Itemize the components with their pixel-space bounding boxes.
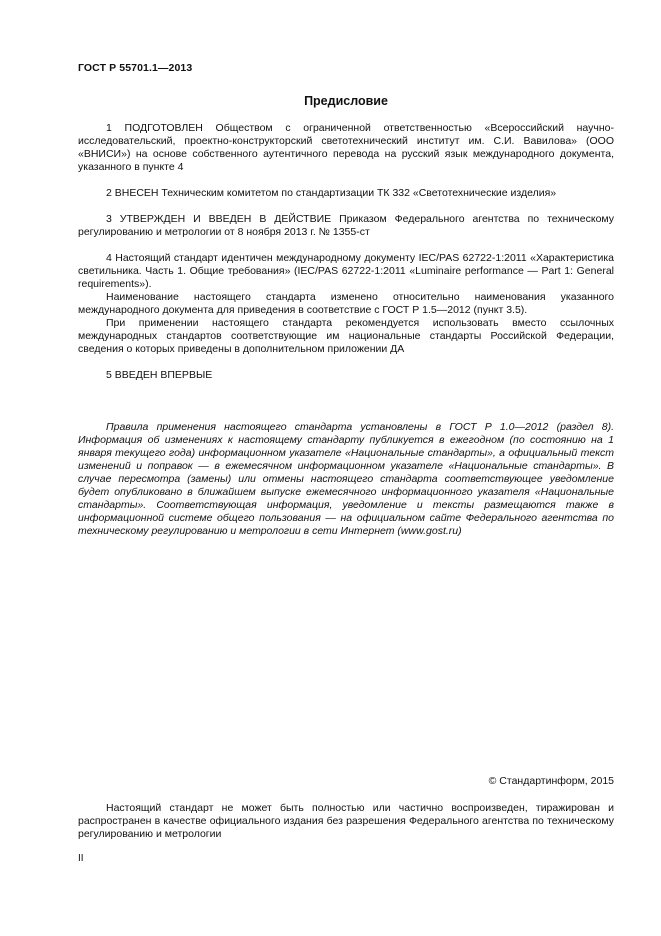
application-rules-notice: Правила применения настоящего стандарта установлены в ГОСТ Р 1.0—2012 (раздел 8). Информация об изменениях к настоящему стандарту публикуется в ежегодном (по состоянию на 1 января текущего года) информационном указателе «Национальные стандарты», а официальный текст изменений и поправок — в ежемесячном информационном указателе «Национальные стандарты». В случае пересмотра (замены) или отмены настоящего стандарта соответствующее уведомление будет опубликовано в ближайшем выпуске ежемесячного информационного указателя «Национальные стандарты». Соответствующая информация, уведомление и тексты размещаются также в информационной системе общего пользования — на официальном сайте Федерального агентства по техническому регулированию и метрологии в сети Интернет (www.gost.ru) <box>78 421 614 537</box>
foreword-item-2: 2 ВНЕСЕН Техническим комитетом по стандартизации ТК 332 «Светотехнические изделия» <box>106 187 557 199</box>
foreword-item-4-name-note: Наименование настоящего стандарта изменено относительно наименования указанного международного документа для приведения в соответствие с ГОСТ Р 1.5—2012 (пункт 3.5). <box>78 291 614 316</box>
foreword-item-1: 1 ПОДГОТОВЛЕН Обществом с ограниченной ответственностью «Всероссийский научно-исследовательский, проектно-конструкторский светотехнический институт им. С.И. Вавилова» (ООО «ВНИСИ») на основе собственного аутентичного перевода на русский язык международного документа, указанного в пункте 4 <box>78 122 614 173</box>
foreword-item-5: 5 ВВЕДЕН ВПЕРВЫЕ <box>106 369 213 381</box>
foreword-item-4: 4 Настоящий стандарт идентичен международному документу IEC/PAS 62722-1:2011 «Характеристика светильника. Часть 1. Общие требования» (IEC/PAS 62722-1:2011 «Luminaire performance — Part 1: General requirements»). <box>78 252 614 290</box>
page-number: II <box>78 853 84 864</box>
document-header: ГОСТ Р 55701.1—2013 <box>78 62 193 74</box>
copyright-line: © Стандартинформ, 2015 <box>488 775 614 787</box>
document-page <box>78 62 614 538</box>
foreword-item-4-reference-note: При применении настоящего стандарта рекомендуется использовать вместо ссылочных международных стандартов соответствующие им национальные стандарты Российской Федерации, сведения о которых приведены в дополнительном приложении ДА <box>78 317 614 355</box>
foreword-item-3: 3 УТВЕРЖДЕН И ВВЕДЕН В ДЕЙСТВИЕ Приказом Федерального агентства по техническому регулированию и метрологии от 8 ноября 2013 г. № 1355-ст <box>78 213 614 238</box>
reprint-restriction-notice <box>78 802 614 841</box>
reprint-restriction-text: Настоящий стандарт не может быть полностью или частично воспроизведен, тиражирован и распространен в качестве официального издания без разрешения Федерального агентства по техническому регулированию и метрологии <box>78 802 614 840</box>
page-title: Предисловие <box>304 94 388 108</box>
